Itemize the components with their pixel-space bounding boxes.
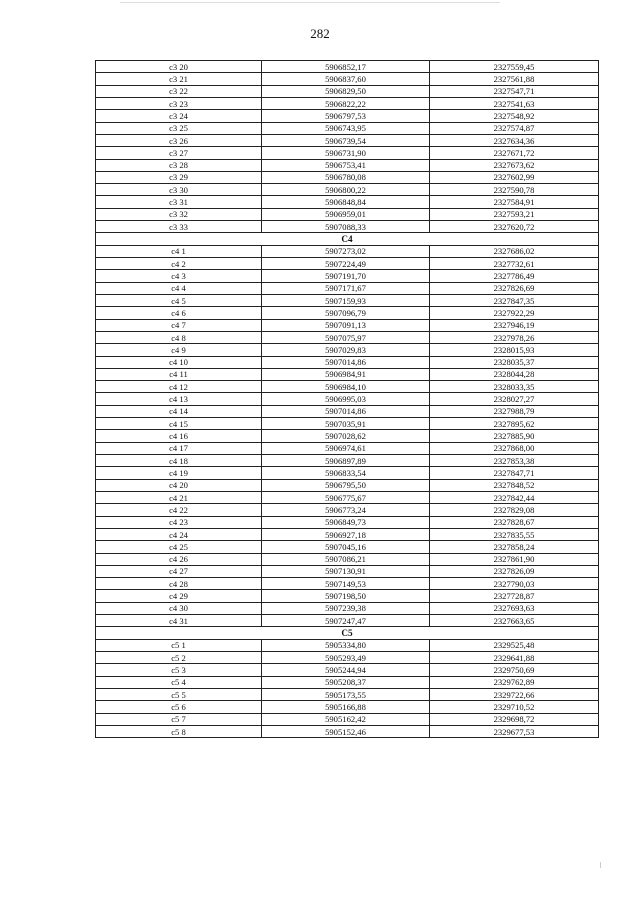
table-row <box>96 516 599 528</box>
table-row <box>96 73 599 85</box>
x-coordinate-cell: 5905162,42 <box>262 713 430 725</box>
table-row <box>96 491 599 503</box>
point-label-cell: с4 29 <box>96 590 262 602</box>
table-row <box>96 541 599 553</box>
y-coordinate-cell: 2327826,09 <box>430 565 599 577</box>
point-label-cell: с4 13 <box>96 393 262 405</box>
x-coordinate-cell: 5906927,18 <box>262 528 430 540</box>
table-row <box>96 196 599 208</box>
point-label-cell: с3 31 <box>96 196 262 208</box>
y-coordinate-cell: 2327671,72 <box>430 147 599 159</box>
x-coordinate-cell: 5905173,55 <box>262 688 430 700</box>
y-coordinate-cell: 2327826,69 <box>430 282 599 294</box>
table-row <box>96 590 599 602</box>
x-coordinate-cell: 5907149,53 <box>262 578 430 590</box>
table-row <box>96 171 599 183</box>
x-coordinate-cell: 5906743,95 <box>262 122 430 134</box>
y-coordinate-cell: 2327842,44 <box>430 491 599 503</box>
point-label-cell: с3 29 <box>96 171 262 183</box>
x-coordinate-cell: 5907096,79 <box>262 307 430 319</box>
table-row <box>96 294 599 306</box>
table-row <box>96 159 599 171</box>
y-coordinate-cell: 2327620,72 <box>430 221 599 233</box>
table-row <box>96 61 599 73</box>
point-label-cell: с4 11 <box>96 368 262 380</box>
y-coordinate-cell: 2327561,88 <box>430 73 599 85</box>
table-row <box>96 184 599 196</box>
section-title: С4 <box>96 233 599 245</box>
point-label-cell: с4 20 <box>96 479 262 491</box>
point-label-cell: с5 2 <box>96 652 262 664</box>
point-label-cell: с5 3 <box>96 664 262 676</box>
table-row <box>96 725 599 737</box>
y-coordinate-cell: 2327848,52 <box>430 479 599 491</box>
point-label-cell: с4 22 <box>96 504 262 516</box>
x-coordinate-cell: 5905334,80 <box>262 639 430 651</box>
table-row <box>96 134 599 146</box>
y-coordinate-cell: 2327686,02 <box>430 245 599 257</box>
x-coordinate-cell: 5907091,13 <box>262 319 430 331</box>
y-coordinate-cell: 2327853,38 <box>430 455 599 467</box>
x-coordinate-cell: 5906753,41 <box>262 159 430 171</box>
table-row <box>96 270 599 282</box>
point-label-cell: с4 21 <box>96 491 262 503</box>
table-row <box>96 307 599 319</box>
y-coordinate-cell: 2327790,03 <box>430 578 599 590</box>
table-row <box>96 381 599 393</box>
table-row <box>96 528 599 540</box>
x-coordinate-cell: 5906984,10 <box>262 381 430 393</box>
x-coordinate-cell: 5906822,22 <box>262 97 430 109</box>
point-label-cell: с4 2 <box>96 258 262 270</box>
x-coordinate-cell: 5906800,22 <box>262 184 430 196</box>
x-coordinate-cell: 5906995,03 <box>262 393 430 405</box>
table-row <box>96 208 599 220</box>
point-label-cell: с4 19 <box>96 467 262 479</box>
table-row <box>96 258 599 270</box>
y-coordinate-cell: 2327922,29 <box>430 307 599 319</box>
table-row <box>96 578 599 590</box>
x-coordinate-cell: 5907198,50 <box>262 590 430 602</box>
point-label-cell: с4 7 <box>96 319 262 331</box>
y-coordinate-cell: 2327835,55 <box>430 528 599 540</box>
y-coordinate-cell: 2327988,79 <box>430 405 599 417</box>
y-coordinate-cell: 2329722,66 <box>430 688 599 700</box>
x-coordinate-cell: 5906974,61 <box>262 442 430 454</box>
point-label-cell: с3 24 <box>96 110 262 122</box>
y-coordinate-cell: 2329641,88 <box>430 652 599 664</box>
x-coordinate-cell: 5906848,84 <box>262 196 430 208</box>
y-coordinate-cell: 2327895,62 <box>430 418 599 430</box>
point-label-cell: с5 1 <box>96 639 262 651</box>
point-label-cell: с4 30 <box>96 602 262 614</box>
point-label-cell: с3 25 <box>96 122 262 134</box>
table-row <box>96 368 599 380</box>
y-coordinate-cell: 2327946,19 <box>430 319 599 331</box>
y-coordinate-cell: 2329677,53 <box>430 725 599 737</box>
x-coordinate-cell: 5907239,38 <box>262 602 430 614</box>
table-row <box>96 331 599 343</box>
y-coordinate-cell: 2327541,63 <box>430 97 599 109</box>
point-label-cell: с4 28 <box>96 578 262 590</box>
y-coordinate-cell: 2327828,67 <box>430 516 599 528</box>
point-label-cell: с4 15 <box>96 418 262 430</box>
table-row <box>96 565 599 577</box>
x-coordinate-cell: 5907014,86 <box>262 356 430 368</box>
point-label-cell: с4 27 <box>96 565 262 577</box>
y-coordinate-cell: 2327978,26 <box>430 331 599 343</box>
point-label-cell: с3 22 <box>96 85 262 97</box>
y-coordinate-cell: 2329710,52 <box>430 701 599 713</box>
table-row <box>96 356 599 368</box>
x-coordinate-cell: 5906897,89 <box>262 455 430 467</box>
y-coordinate-cell: 2327858,24 <box>430 541 599 553</box>
y-coordinate-cell: 2327547,71 <box>430 85 599 97</box>
scan-artifact-mark <box>600 862 601 868</box>
point-label-cell: с4 14 <box>96 405 262 417</box>
table-row <box>96 442 599 454</box>
x-coordinate-cell: 5905166,88 <box>262 701 430 713</box>
point-label-cell: с4 16 <box>96 430 262 442</box>
x-coordinate-cell: 5906795,50 <box>262 479 430 491</box>
x-coordinate-cell: 5906780,08 <box>262 171 430 183</box>
x-coordinate-cell: 5905208,37 <box>262 676 430 688</box>
y-coordinate-cell: 2327663,65 <box>430 615 599 627</box>
x-coordinate-cell: 5907159,93 <box>262 294 430 306</box>
y-coordinate-cell: 2329750,69 <box>430 664 599 676</box>
table-row <box>96 652 599 664</box>
y-coordinate-cell: 2328033,35 <box>430 381 599 393</box>
table-row <box>96 319 599 331</box>
point-label-cell: с5 5 <box>96 688 262 700</box>
table-row <box>96 110 599 122</box>
point-label-cell: с4 8 <box>96 331 262 343</box>
y-coordinate-cell: 2327559,45 <box>430 61 599 73</box>
point-label-cell: с4 17 <box>96 442 262 454</box>
point-label-cell: с4 10 <box>96 356 262 368</box>
point-label-cell: с3 28 <box>96 159 262 171</box>
table-row <box>96 147 599 159</box>
table-row <box>96 553 599 565</box>
point-label-cell: с4 9 <box>96 344 262 356</box>
table-row <box>96 602 599 614</box>
x-coordinate-cell: 5907014,86 <box>262 405 430 417</box>
x-coordinate-cell: 5907086,21 <box>262 553 430 565</box>
table-row <box>96 418 599 430</box>
x-coordinate-cell: 5906739,54 <box>262 134 430 146</box>
point-label-cell: с3 20 <box>96 61 262 73</box>
x-coordinate-cell: 5906852,17 <box>262 61 430 73</box>
x-coordinate-cell: 5906773,24 <box>262 504 430 516</box>
y-coordinate-cell: 2327728,87 <box>430 590 599 602</box>
section-header-row <box>96 233 599 245</box>
x-coordinate-cell: 5906959,01 <box>262 208 430 220</box>
x-coordinate-cell: 5907130,91 <box>262 565 430 577</box>
x-coordinate-cell: 5906731,90 <box>262 147 430 159</box>
y-coordinate-cell: 2327602,99 <box>430 171 599 183</box>
x-coordinate-cell: 5906833,54 <box>262 467 430 479</box>
table-row <box>96 688 599 700</box>
x-coordinate-cell: 5907075,97 <box>262 331 430 343</box>
y-coordinate-cell: 2327786,49 <box>430 270 599 282</box>
table-row <box>96 122 599 134</box>
x-coordinate-cell: 5906797,53 <box>262 110 430 122</box>
y-coordinate-cell: 2329762,89 <box>430 676 599 688</box>
x-coordinate-cell: 5907045,16 <box>262 541 430 553</box>
table-row <box>96 344 599 356</box>
table-row <box>96 676 599 688</box>
x-coordinate-cell: 5907088,33 <box>262 221 430 233</box>
x-coordinate-cell: 5907224,49 <box>262 258 430 270</box>
x-coordinate-cell: 5907028,62 <box>262 430 430 442</box>
y-coordinate-cell: 2328044,28 <box>430 368 599 380</box>
table-row <box>96 85 599 97</box>
y-coordinate-cell: 2329698,72 <box>430 713 599 725</box>
point-label-cell: с3 32 <box>96 208 262 220</box>
y-coordinate-cell: 2328035,37 <box>430 356 599 368</box>
point-label-cell: с3 26 <box>96 134 262 146</box>
y-coordinate-cell: 2327693,63 <box>430 602 599 614</box>
x-coordinate-cell: 5907171,67 <box>262 282 430 294</box>
x-coordinate-cell: 5907247,47 <box>262 615 430 627</box>
x-coordinate-cell: 5907029,83 <box>262 344 430 356</box>
y-coordinate-cell: 2327590,78 <box>430 184 599 196</box>
x-coordinate-cell: 5905293,49 <box>262 652 430 664</box>
point-label-cell: с4 4 <box>96 282 262 294</box>
point-label-cell: с5 7 <box>96 713 262 725</box>
point-label-cell: с5 8 <box>96 725 262 737</box>
x-coordinate-cell: 5905152,46 <box>262 725 430 737</box>
table-row <box>96 282 599 294</box>
page-number: 282 <box>310 26 330 41</box>
y-coordinate-cell: 2327574,87 <box>430 122 599 134</box>
point-label-cell: с3 30 <box>96 184 262 196</box>
point-label-cell: с4 23 <box>96 516 262 528</box>
x-coordinate-cell: 5905244,94 <box>262 664 430 676</box>
table-row <box>96 393 599 405</box>
coordinates-table <box>95 60 599 738</box>
table-row <box>96 504 599 516</box>
table-row <box>96 479 599 491</box>
y-coordinate-cell: 2327829,08 <box>430 504 599 516</box>
table-row <box>96 405 599 417</box>
point-label-cell: с5 6 <box>96 701 262 713</box>
point-label-cell: с4 18 <box>96 455 262 467</box>
x-coordinate-cell: 5906984,91 <box>262 368 430 380</box>
x-coordinate-cell: 5906829,50 <box>262 85 430 97</box>
y-coordinate-cell: 2327673,62 <box>430 159 599 171</box>
table-row <box>96 701 599 713</box>
table-row <box>96 97 599 109</box>
y-coordinate-cell: 2328027,27 <box>430 393 599 405</box>
y-coordinate-cell: 2327861,90 <box>430 553 599 565</box>
x-coordinate-cell: 5907273,02 <box>262 245 430 257</box>
point-label-cell: с4 1 <box>96 245 262 257</box>
table-row <box>96 639 599 651</box>
y-coordinate-cell: 2327584,91 <box>430 196 599 208</box>
point-label-cell: с3 33 <box>96 221 262 233</box>
table-row <box>96 430 599 442</box>
point-label-cell: с4 31 <box>96 615 262 627</box>
y-coordinate-cell: 2327868,00 <box>430 442 599 454</box>
table-row <box>96 467 599 479</box>
y-coordinate-cell: 2329525,48 <box>430 639 599 651</box>
section-header-row <box>96 627 599 639</box>
x-coordinate-cell: 5906837,60 <box>262 73 430 85</box>
point-label-cell: с4 3 <box>96 270 262 282</box>
table-row <box>96 245 599 257</box>
y-coordinate-cell: 2327847,71 <box>430 467 599 479</box>
point-label-cell: с4 6 <box>96 307 262 319</box>
point-label-cell: с5 4 <box>96 676 262 688</box>
x-coordinate-cell: 5907035,91 <box>262 418 430 430</box>
coordinates-table-body <box>96 61 599 738</box>
x-coordinate-cell: 5906849,73 <box>262 516 430 528</box>
y-coordinate-cell: 2327634,36 <box>430 134 599 146</box>
point-label-cell: с3 27 <box>96 147 262 159</box>
scan-edge-line <box>120 2 500 3</box>
point-label-cell: с4 26 <box>96 553 262 565</box>
section-title: С5 <box>96 627 599 639</box>
table-row <box>96 664 599 676</box>
point-label-cell: с4 5 <box>96 294 262 306</box>
table-row <box>96 713 599 725</box>
point-label-cell: с3 23 <box>96 97 262 109</box>
x-coordinate-cell: 5907191,70 <box>262 270 430 282</box>
point-label-cell: с4 12 <box>96 381 262 393</box>
table-row <box>96 221 599 233</box>
point-label-cell: с3 21 <box>96 73 262 85</box>
y-coordinate-cell: 2327847,35 <box>430 294 599 306</box>
point-label-cell: с4 24 <box>96 528 262 540</box>
y-coordinate-cell: 2328015,93 <box>430 344 599 356</box>
x-coordinate-cell: 5906775,67 <box>262 491 430 503</box>
table-row <box>96 455 599 467</box>
y-coordinate-cell: 2327593,21 <box>430 208 599 220</box>
y-coordinate-cell: 2327548,92 <box>430 110 599 122</box>
y-coordinate-cell: 2327732,61 <box>430 258 599 270</box>
y-coordinate-cell: 2327885,90 <box>430 430 599 442</box>
table-row <box>96 615 599 627</box>
point-label-cell: с4 25 <box>96 541 262 553</box>
